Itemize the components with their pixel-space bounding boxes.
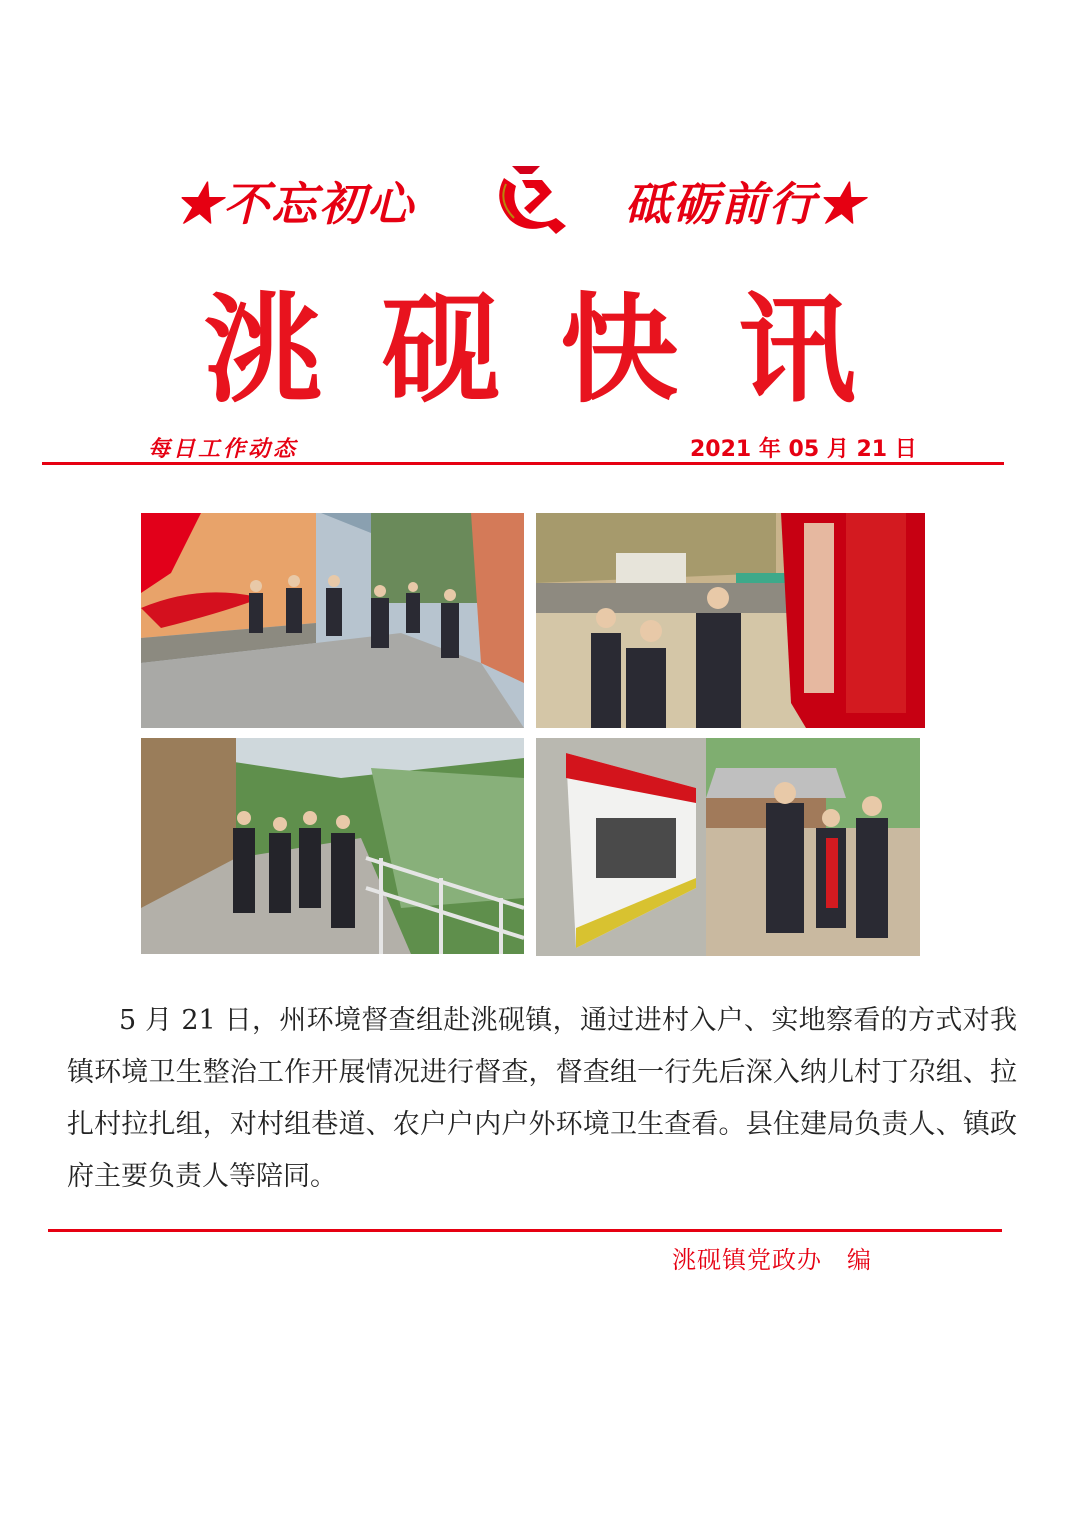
- slogan-left: ★不忘初心: [175, 177, 415, 231]
- photo-grid: [141, 513, 925, 956]
- photo-mountain-road: [141, 738, 524, 954]
- bottom-divider: [48, 1229, 1002, 1232]
- photo-exhibition-board: [536, 738, 920, 956]
- slogan-bar: [0, 160, 1080, 240]
- article-body: 5 月 21 日，州环境督查组赴洮砚镇，通过进村入户、实地察看的方式对我镇环境卫生整治工作开展情况进行督查，督查组一行先后深入纳儿村丁尕组、拉扎村拉扎组，对村组巷道、农户户内户外环境卫生查看。县住建局负责人、镇政府主要负责人等陪同。: [67, 1005, 1017, 1192]
- photo-village-lane: [141, 513, 524, 728]
- top-divider: [42, 462, 1004, 465]
- masthead-title: 洮砚快讯: [203, 281, 916, 419]
- party-emblem-icon: [482, 160, 572, 240]
- photo-courtyard-board: [536, 513, 925, 728]
- subheader: [0, 432, 1080, 462]
- issue-date: 2021 年 05 月 21 日: [690, 437, 917, 462]
- editor-credit: 洮砚镇党政办 编: [672, 1246, 872, 1274]
- slogan-right: 砥砺前行★: [625, 177, 865, 231]
- daily-label: 每日工作动态: [148, 437, 299, 462]
